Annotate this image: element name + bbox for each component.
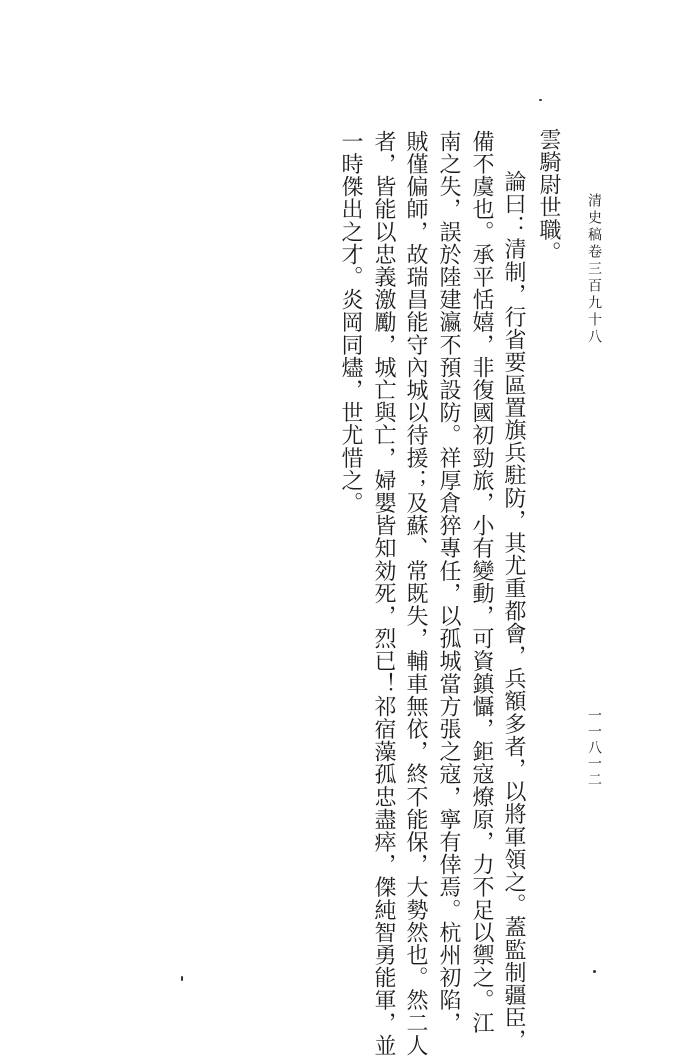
running-header-title: 清史稿卷三百九十八 [586, 193, 602, 346]
text-column-6: 者，皆能以忠義激勵，城亡與亡，婦嬰皆知効死，烈已！祁宿藻孤忠盡瘁，傑純智勇能軍，並 [371, 130, 396, 1057]
text-column-5: 賊僅偏師，故瑞昌能守內城以待援；及蘇、常既失，輔車無依，終不能保，大勢然也。然二人 [403, 130, 428, 1057]
scan-speck [593, 970, 596, 973]
text-column-2: 論曰：清制，行省要區置旗兵駐防，其尤重都會，兵額多者，以將軍領之。蓋監制疆臣， [501, 170, 526, 1052]
page-number: 一一八一二 [586, 708, 602, 788]
scan-speck [539, 99, 542, 101]
text-column-3: 備不虞也。承平恬嬉，非復國初勁旅，小有變動，可資鎮懾，鉅寇燎原，力不足以禦之。江 [469, 130, 494, 1034]
text-column-4: 南之失，誤於陸建瀛不預設防。祥厚倉猝專任，以孤城當方張之寇，寧有倖焉。杭州初陷， [436, 130, 461, 1034]
text-column-1: 雲騎尉世職。 [536, 128, 561, 264]
scan-speck [181, 976, 183, 981]
text-column-7: 一時傑出之才。炎岡同燼，世尤惜之。 [338, 130, 363, 515]
